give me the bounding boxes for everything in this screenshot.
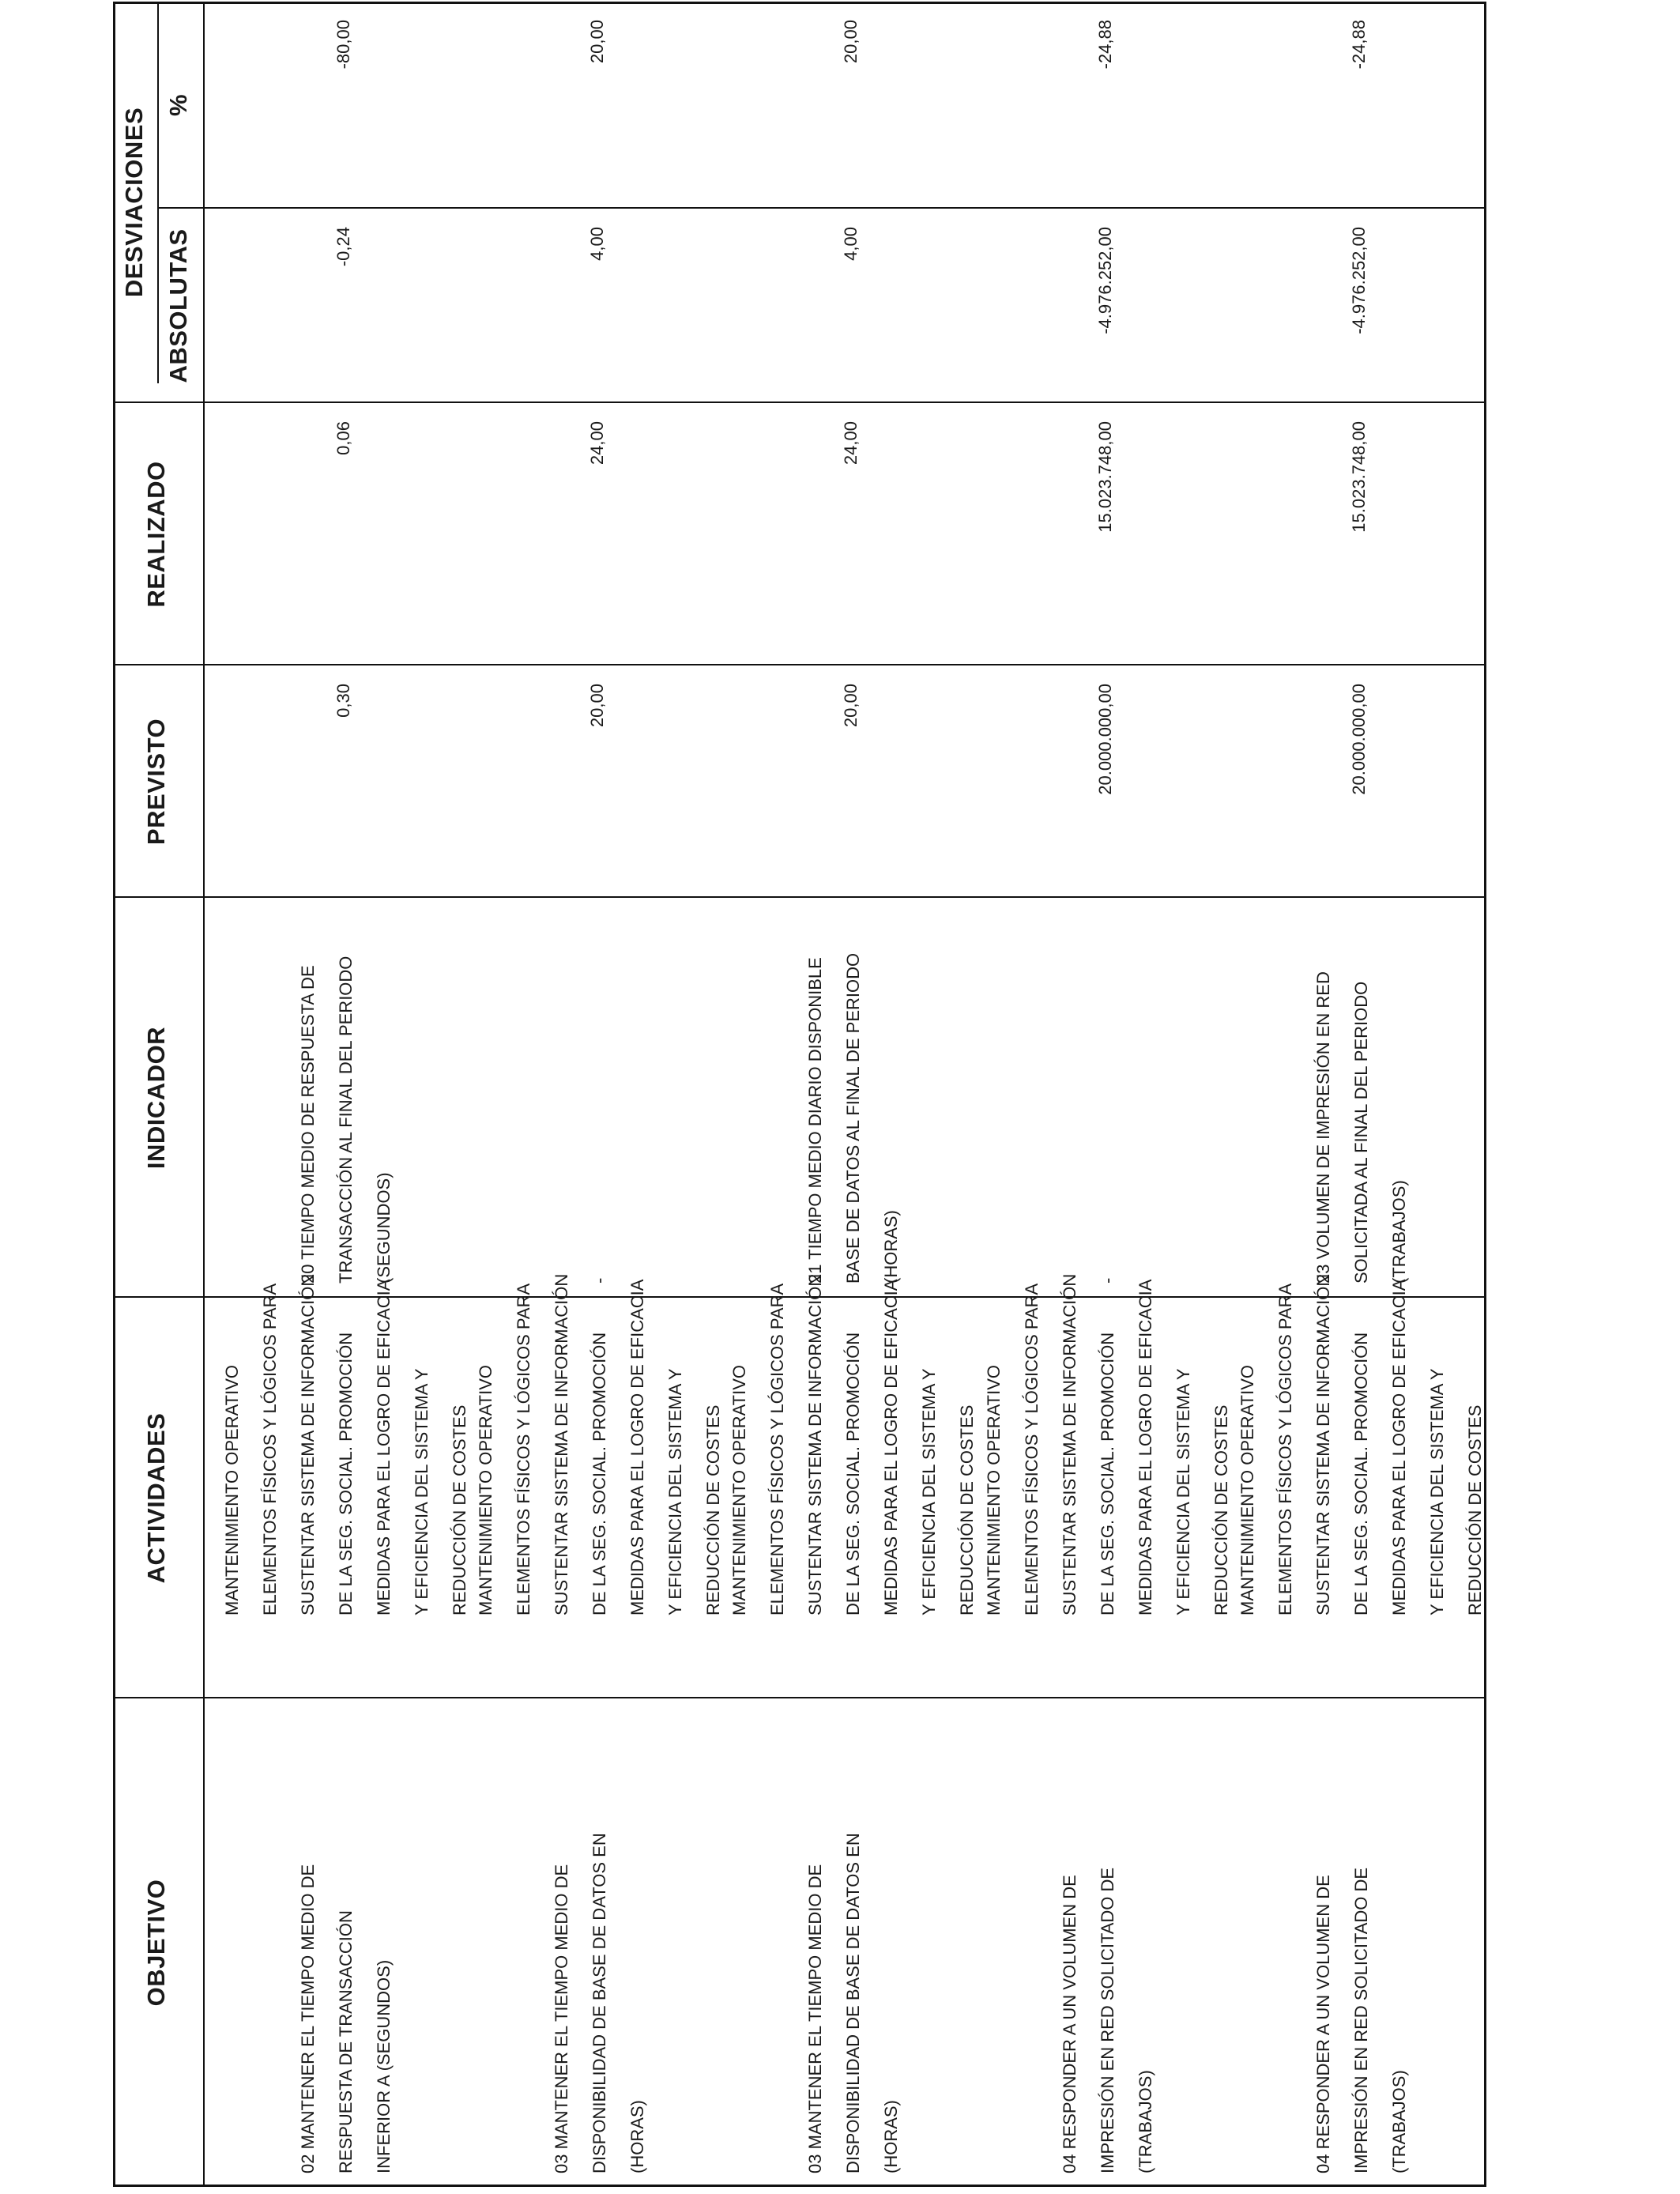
- header-porcentaje: %: [164, 93, 192, 117]
- objetivo-cell: 04 RESPONDER A UN VOLUMEN DE IMPRESIÓN EN RED SOLICITADO DE (TRABAJOS): [1313, 1867, 1409, 2173]
- header-realizado: REALIZADO: [142, 461, 170, 608]
- indicador-cell: -: [1098, 1277, 1117, 1284]
- porcentaje-value: -80,00: [333, 20, 353, 70]
- header-previsto: PREVISTO: [142, 718, 170, 846]
- actividades-cell: MANTENIMIENTO OPERATIVO ELEMENTOS FÍSICOS Y LÓGICOS PARA SUSTENTAR SISTEMA DE INFORMACIÓN DE LA SEG. SOCIAL. PROMOCIÓN MEDIDAS PARA EL LOGRO DE EFICACIA Y EFICIENCIA DEL SISTEMA Y REDUCCIÓN DE COSTES: [984, 1273, 1231, 1615]
- column-divider: [113, 401, 1486, 403]
- porcentaje-value: -24,88: [1349, 20, 1369, 70]
- indicador-cell: 23 VOLUMEN DE IMPRESIÓN EN RED SOLICITADA AL FINAL DEL PERIODO (TRABAJOS): [1313, 971, 1409, 1284]
- absolutas-value: 4,00: [841, 227, 861, 261]
- realizado-value: 0,06: [333, 421, 353, 455]
- indicador-cell: 21 TIEMPO MEDIO DIARIO DISPONIBLE BASE DE DATOS AL FINAL DE PERIODO (HORAS): [805, 952, 901, 1284]
- previsto-value: 20.000.000,00: [1349, 684, 1369, 795]
- actividades-cell: MANTENIMIENTO OPERATIVO ELEMENTOS FÍSICOS Y LÓGICOS PARA SUSTENTAR SISTEMA DE INFORMACIÓN DE LA SEG. SOCIAL. PROMOCIÓN MEDIDAS PARA EL LOGRO DE EFICACIA Y EFICIENCIA DEL SISTEMA Y REDUCCIÓN DE COSTES: [222, 1273, 469, 1615]
- desviaciones-subheader-divider: [157, 2, 159, 383]
- column-divider: [113, 664, 1486, 665]
- objetivo-cell: 02 MANTENER EL TIEMPO MEDIO DE RESPUESTA DE TRANSACCIÓN INFERIOR A (SEGUNDOS): [298, 1864, 394, 2173]
- absolutas-value: -0,24: [333, 227, 353, 267]
- objetivo-cell: 03 MANTENER EL TIEMPO MEDIO DE DISPONIBILIDAD DE BASE DE DATOS EN (HORAS): [552, 1833, 647, 2173]
- column-divider: [113, 896, 1486, 898]
- previsto-value: 20,00: [587, 684, 607, 728]
- absolutas-value: -4.976.252,00: [1349, 227, 1369, 334]
- header-objetivo: OBJETIVO: [142, 1879, 170, 2007]
- porcentaje-value: 20,00: [841, 20, 861, 64]
- column-divider: [113, 1697, 1486, 1698]
- previsto-value: 20.000.000,00: [1095, 684, 1115, 795]
- actividades-cell: MANTENIMIENTO OPERATIVO ELEMENTOS FÍSICOS Y LÓGICOS PARA SUSTENTAR SISTEMA DE INFORMACIÓN DE LA SEG. SOCIAL. PROMOCIÓN MEDIDAS PARA EL LOGRO DE EFICACIA Y EFICIENCIA DEL SISTEMA Y REDUCCIÓN DE COSTES: [1237, 1273, 1485, 1615]
- header-divider: [203, 2, 205, 2187]
- realizado-value: 24,00: [587, 421, 607, 466]
- porcentaje-value: -24,88: [1095, 20, 1115, 70]
- indicador-cell: 20 TIEMPO MEDIO DE RESPUESTA DE TRANSACCIÓN AL FINAL DEL PERIODO (SEGUNDOS): [298, 956, 394, 1284]
- header-actividades: ACTIVIDADES: [142, 1412, 170, 1584]
- actividades-cell: MANTENIMIENTO OPERATIVO ELEMENTOS FÍSICOS Y LÓGICOS PARA SUSTENTAR SISTEMA DE INFORMACIÓN DE LA SEG. SOCIAL. PROMOCIÓN MEDIDAS PARA EL LOGRO DE EFICACIA Y EFICIENCIA DEL SISTEMA Y REDUCCIÓN DE COSTES: [729, 1273, 977, 1615]
- realizado-value: 15.023.748,00: [1349, 421, 1369, 533]
- porcentaje-value: 20,00: [587, 20, 607, 64]
- previsto-value: 0,30: [333, 684, 353, 718]
- realizado-value: 15.023.748,00: [1095, 421, 1115, 533]
- header-indicador: INDICADOR: [142, 1026, 170, 1170]
- header-absolutas: ABSOLUTAS: [164, 228, 192, 383]
- header-desviaciones: DESVIACIONES: [120, 107, 148, 298]
- objetivo-cell: 03 MANTENER EL TIEMPO MEDIO DE DISPONIBILIDAD DE BASE DE DATOS EN (HORAS): [805, 1833, 901, 2173]
- realizado-value: 24,00: [841, 421, 861, 466]
- indicador-cell: -: [590, 1277, 609, 1284]
- actividades-cell: MANTENIMIENTO OPERATIVO ELEMENTOS FÍSICOS Y LÓGICOS PARA SUSTENTAR SISTEMA DE INFORMACIÓN DE LA SEG. SOCIAL. PROMOCIÓN MEDIDAS PARA EL LOGRO DE EFICACIA Y EFICIENCIA DEL SISTEMA Y REDUCCIÓN DE COSTES: [476, 1273, 723, 1615]
- absolutas-value: -4.976.252,00: [1095, 227, 1115, 334]
- objetivo-cell: 04 RESPONDER A UN VOLUMEN DE IMPRESIÓN EN RED SOLICITADO DE (TRABAJOS): [1060, 1867, 1155, 2173]
- absolutas-value: 4,00: [587, 227, 607, 261]
- column-divider: [157, 207, 1486, 209]
- previsto-value: 20,00: [841, 684, 861, 728]
